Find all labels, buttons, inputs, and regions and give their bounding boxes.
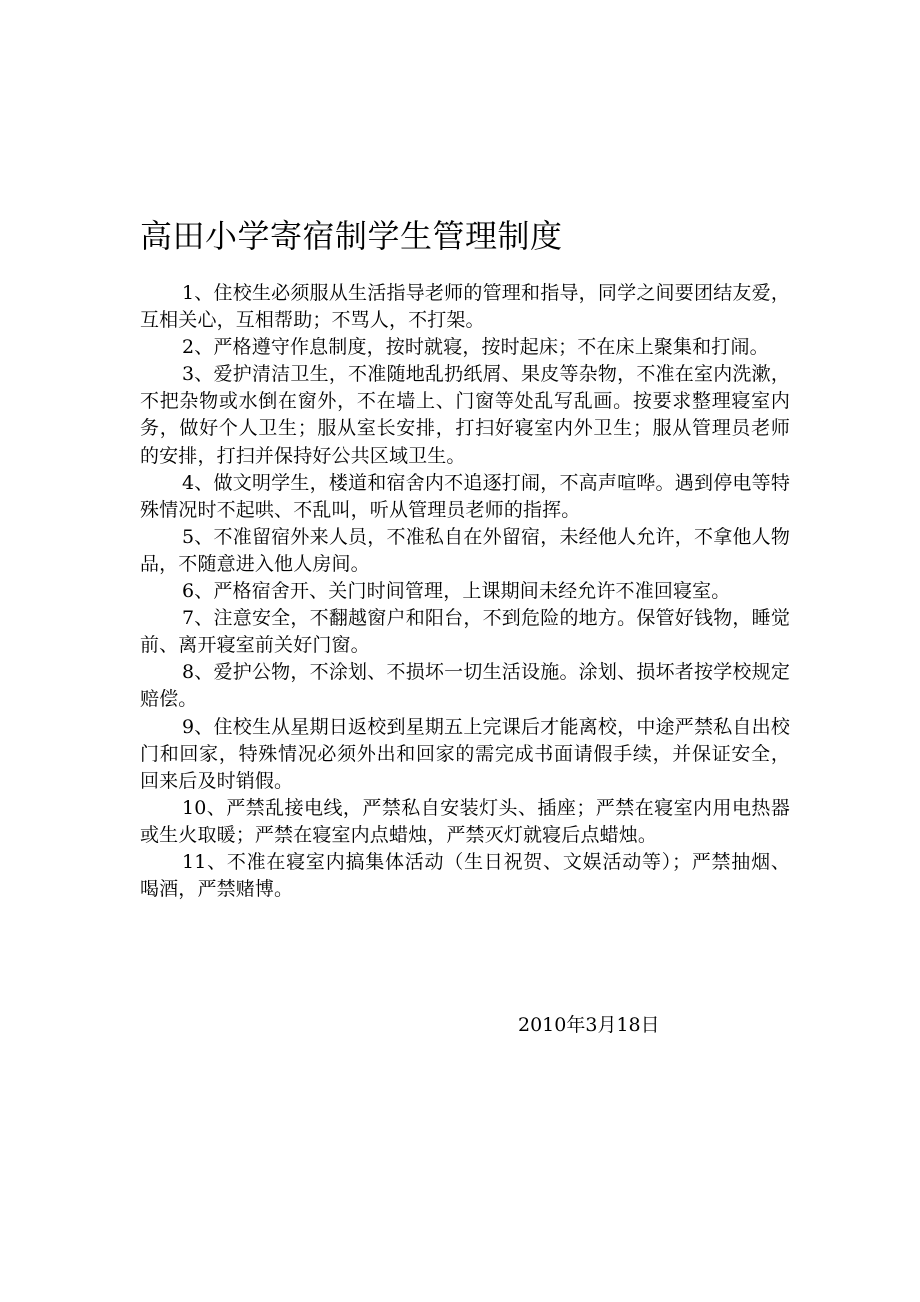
rule-item-4: 4、做文明学生，楼道和宿舍内不追逐打闹，不高声喧哗。遇到停电等特殊情况时不起哄、不乱叫，听从管理员老师的指挥。 — [140, 471, 790, 521]
rule-item-3: 3、爱护清洁卫生，不准随地乱扔纸屑、果皮等杂物，不准在室内洗漱，不把杂物或水倒在窗外，不在墙上、门窗等处乱写乱画。按要求整理寝室内务，做好个人卫生；服从室长安排，打扫好寝室内外卫生；服从管理员老师的安排，打扫并保持好公共区域卫生。 — [140, 363, 790, 467]
rule-item-10: 10、严禁乱接电线，严禁私自安装灯头、插座；严禁在寝室内用电热器或生火取暖；严禁在寝室内点蜡烛，严禁灭灯就寝后点蜡烛。 — [140, 796, 790, 846]
rule-item-9: 9、住校生从星期日返校到星期五上完课后才能离校，中途严禁私自出校门和回家，特殊情况必须外出和回家的需完成书面请假手续，并保证安全，回来后及时销假。 — [140, 715, 790, 792]
rule-item-5: 5、不准留宿外来人员，不准私自在外留宿，未经他人允许，不拿他人物品，不随意进入他人房间。 — [140, 525, 790, 575]
rule-item-7: 7、注意安全，不翻越窗户和阳台，不到危险的地方。保管好钱物，睡觉前、离开寝室前关好门窗。 — [140, 607, 790, 657]
rule-item-8: 8、爱护公物，不涂划、不损坏一切生活设施。涂划、损坏者按学校规定赔偿。 — [140, 661, 790, 711]
rules-list — [140, 280, 790, 903]
rule-item-11: 11、不准在寝室内搞集体活动（生日祝贺、文娱活动等）；严禁抽烟、喝酒，严禁赌博。 — [140, 850, 790, 901]
document-date: 2010年3月18日 — [518, 1014, 660, 1036]
rule-item-2: 2、严格遵守作息制度，按时就寝，按时起床；不在床上聚集和打闹。 — [182, 336, 769, 359]
document-title: 高田小学寄宿制学生管理制度 — [140, 217, 563, 255]
rule-item-1: 1、住校生必须服从生活指导老师的管理和指导，同学之间要团结友爱，互相关心，互相帮助；不骂人，不打架。 — [140, 282, 790, 332]
rule-item-6: 6、严格宿舍开、关门时间管理，上课期间未经允许不准回寝室。 — [182, 580, 731, 603]
